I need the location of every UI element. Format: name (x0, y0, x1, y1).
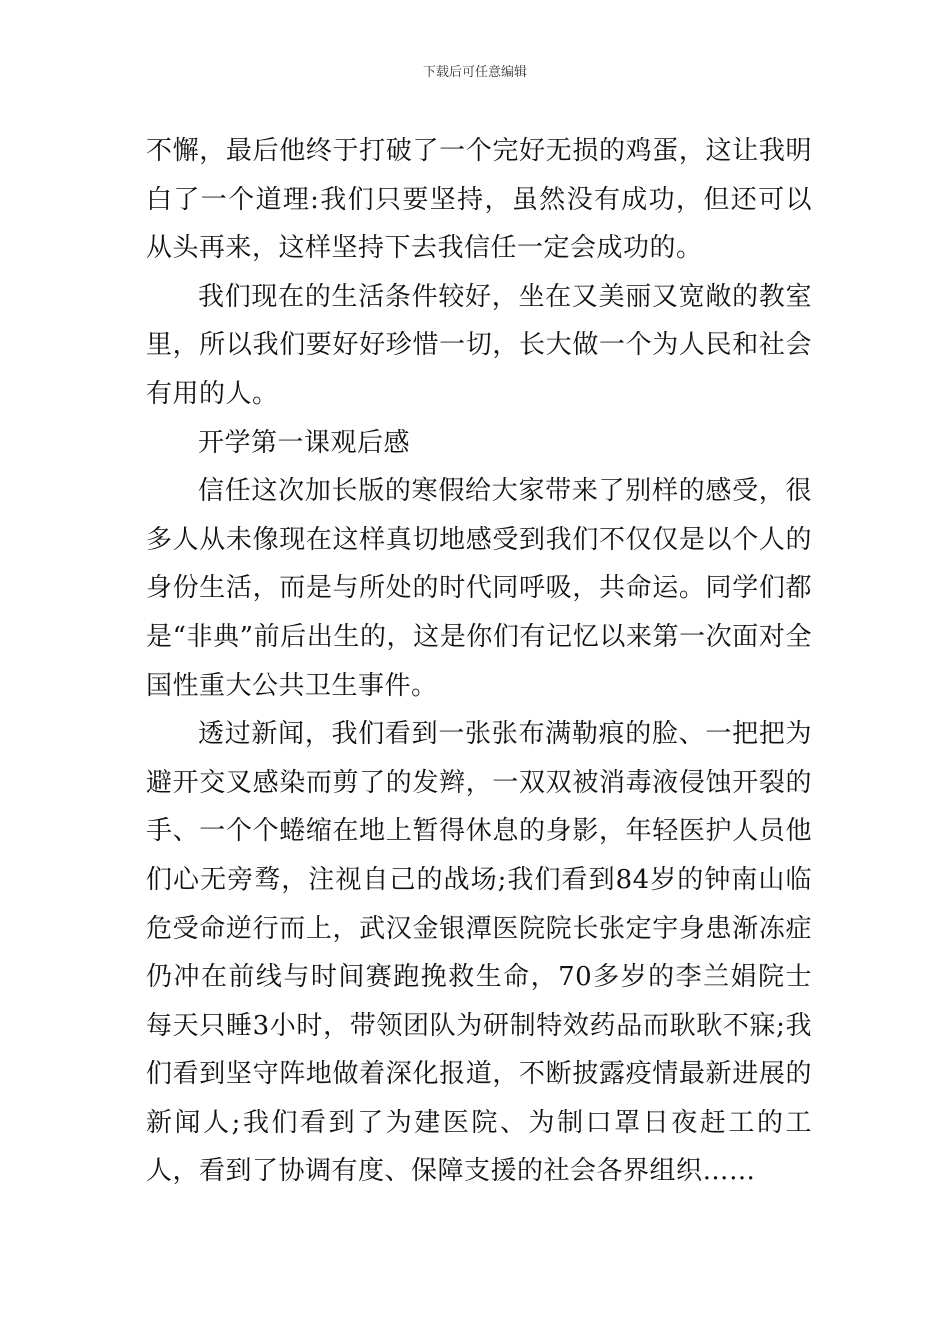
document-body (146, 127, 812, 1196)
paragraph-4: 透过新闻，我们看到一张张布满勒痕的脸、一把把为避开交叉感染而剪了的发辫，一双双被消毒液侵蚀开裂的手、一个个蜷缩在地上暂得休息的身影，年轻医护人员他们心无旁骛，注视自己的战场;我们看到84岁的钟南山临危受命逆行而上，武汉金银潭医院院长张定宇身患渐冻症仍冲在前线与时间赛跑挽救生命，70多岁的李兰娟院士每天只睡3小时，带领团队为研制特效药品而耿耿不寐;我们看到坚守阵地做着深化报道，不断披露疫情最新进展的新闻人;我们看到了为建医院、为制口罩日夜赶工的工人，看到了协调有度、保障支援的社会各界组织…… (146, 719, 812, 1187)
section-heading: 开学第一课观后感 (198, 427, 411, 458)
page-header: 下载后可任意编辑 (422, 65, 527, 80)
paragraph-1: 不懈，最后他终于打破了一个完好无损的鸡蛋，这让我明白了一个道理:我们只要坚持，虽然没有成功，但还可以从头再来，这样坚持下去我信任一定会成功的。 (146, 136, 812, 264)
paragraph-2: 我们现在的生活条件较好，坐在又美丽又宽敞的教室里，所以我们要好好珍惜一切，长大做一个为人民和社会有用的人。 (146, 281, 812, 409)
paragraph-3: 信任这次加长版的寒假给大家带来了别样的感受，很多人从未像现在这样真切地感受到我们不仅仅是以个人的身份生活，而是与所处的时代同呼吸，共命运。同学们都是“非典”前后出生的，这是你们有记忆以来第一次面对全国性重大公共卫生事件。 (146, 476, 812, 701)
